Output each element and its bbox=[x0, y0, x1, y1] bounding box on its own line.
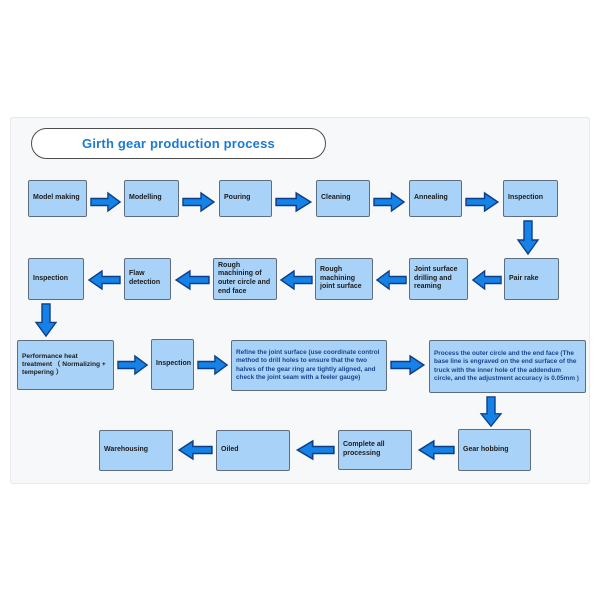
arrow-left-icon bbox=[295, 439, 335, 461]
node-inspection-1: Inspection bbox=[503, 180, 558, 217]
arrow-left-icon bbox=[279, 269, 313, 291]
arrow-left-icon bbox=[177, 439, 213, 461]
arrow-right-icon bbox=[373, 191, 406, 213]
node-modelling: Modelling bbox=[124, 180, 179, 217]
node-model-making: Model making bbox=[28, 180, 87, 217]
node-rough-machining-outer: Rough machining of outer circle and end face bbox=[213, 258, 277, 300]
arrow-right-icon bbox=[390, 354, 426, 376]
arrow-right-icon bbox=[182, 191, 216, 213]
arrow-right-icon bbox=[275, 191, 313, 213]
arrow-down-icon bbox=[34, 303, 58, 338]
node-inspection-3: Inspection bbox=[151, 339, 194, 390]
arrow-right-icon bbox=[90, 191, 122, 213]
diagram-title: Girth gear production process bbox=[31, 128, 326, 159]
node-warehousing: Warehousing bbox=[99, 430, 173, 471]
node-pouring: Pouring bbox=[219, 180, 272, 217]
node-inspection-2: Inspection bbox=[28, 258, 84, 300]
node-cleaning: Cleaning bbox=[316, 180, 370, 217]
arrow-right-icon bbox=[197, 354, 229, 376]
node-rough-machining-joint: Rough machining joint surface bbox=[315, 258, 373, 300]
flowchart-panel bbox=[10, 117, 590, 484]
arrow-down-icon bbox=[516, 220, 540, 256]
arrow-left-icon bbox=[471, 269, 502, 291]
node-annealing: Annealing bbox=[409, 180, 462, 217]
node-performance-heat-treatment: Performance heat treatment （ Normalizing + tempering ） bbox=[17, 340, 114, 390]
node-process-outer-circle: Process the outer circle and the end face (The base line is engraved on the end surface of the truck with the inner hole of the addendum circle, and the adjustment accuracy is 0.05mm ) bbox=[429, 340, 586, 393]
node-flaw-detection: Flaw detection bbox=[124, 258, 171, 300]
node-refine-joint-surface: Refine the joint surface (use coordinate control method to drill holes to ensure that the two halves of the gear ring are tightly aligned, and check the joint seam with a feeler gauge) bbox=[231, 340, 387, 391]
node-gear-hobbing: Gear hobbing bbox=[458, 429, 531, 471]
node-complete-all-processing: Complete all processing bbox=[338, 430, 412, 470]
arrow-left-icon bbox=[174, 269, 210, 291]
arrow-right-icon bbox=[117, 354, 149, 376]
node-oiled: Oiled bbox=[216, 430, 290, 471]
arrow-left-icon bbox=[417, 439, 455, 461]
node-pair-rake: Pair rake bbox=[504, 258, 559, 300]
arrow-down-icon bbox=[479, 396, 503, 428]
arrow-left-icon bbox=[375, 269, 407, 291]
node-joint-surface-drilling: Joint surface drilling and reaming bbox=[409, 258, 468, 300]
arrow-right-icon bbox=[465, 191, 500, 213]
arrow-left-icon bbox=[87, 269, 121, 291]
